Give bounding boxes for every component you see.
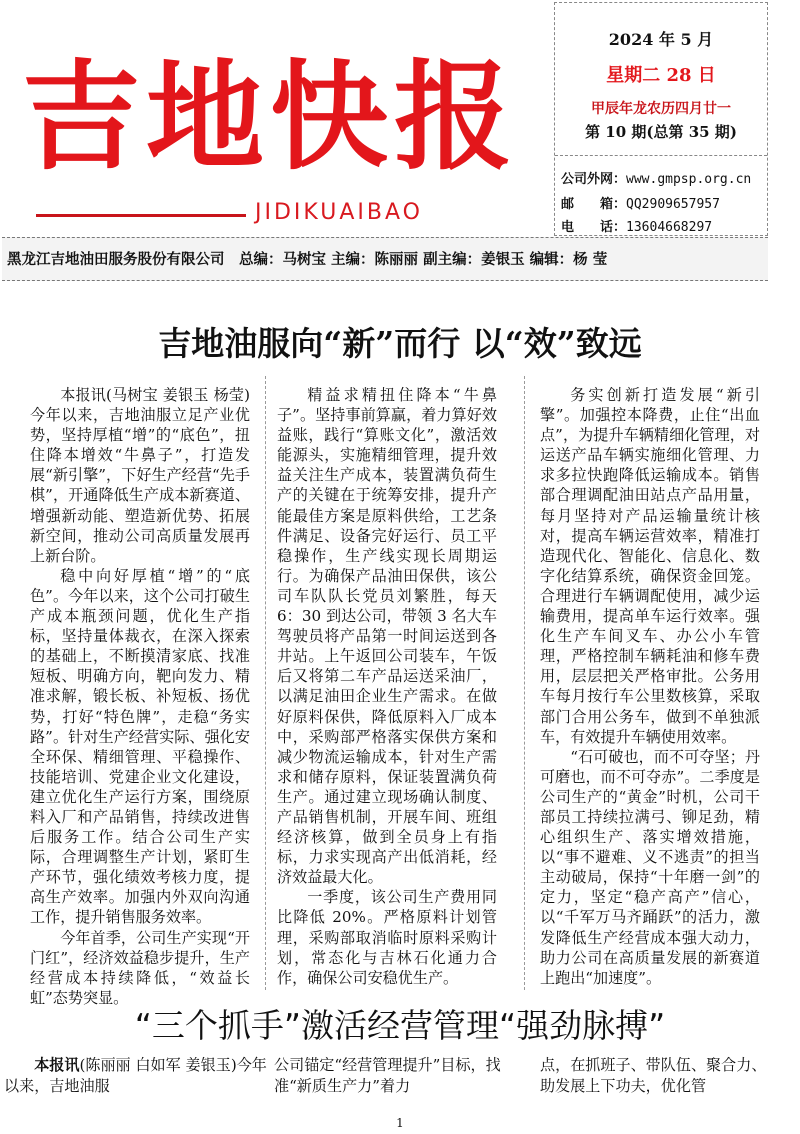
article-paragraph: 今年首季，公司生产实现“开门红”，经济效益稳步提升，生产经营成本持续降低，“效益长虹”态势突显。 <box>30 928 250 1007</box>
email-label: 邮 箱： <box>561 197 627 212</box>
phone-label: 电 话： <box>561 220 627 235</box>
phone-value: 13604668297 <box>626 220 713 235</box>
article2-column-1 <box>4 1055 269 1097</box>
website-value[interactable]: www.gmpsp.org.cn <box>626 172 752 187</box>
website-label: 公司外网： <box>561 172 627 187</box>
article-paragraph: 务实创新打造发展“新引擎”。加强控本降费，止住“出血点”，为提升车辆精细化管理，对运送产品车辆实施细化管理、力求多拉快跑降低运输成本。销售部合理调配油田站点产品用量，每月坚持对产品运输量统计核对，提高车辆运营效率，精准打造现代化、智能化、信息化、数字化结算系统，确保资金回笼。合理进行车辆调配使用，减少运输费用，提高单车运行效率。强化生产车间叉车、办公小车管理，严格控制车辆耗油和修车费用，层层把关严格审批。公务用车每月按行车公里数核算，采取部门合用公务车，做到不单独派车，有效提升车辆使用效率。 <box>540 386 760 746</box>
article2-headline: “三个抓手”激活经营管理“强劲脉搏” <box>134 1006 666 1045</box>
article-paragraph: 公司锚定“经营管理提升”目标，找准“新质生产力”着力 <box>274 1056 501 1095</box>
issue-info-box <box>554 2 768 236</box>
column-divider <box>524 376 525 990</box>
article1-column-2 <box>277 385 497 988</box>
article2-column-3 <box>540 1055 775 1097</box>
article-paragraph: 精益求精扭住降本“牛鼻子”。坚持事前算赢，着力算好效益账，践行“算账文化”，激活效能源头，实施精细管理，提升效益关注生产成本，装置满负荷生产的关键在于统筹安排，提升产能最佳方案是原料供给，工艺条件满足、设备完好运行、员工平稳操作，生产线实现长周期运行。为确保产品油田保供，该公司车队队长党员刘繁胜，每天 6：30 到达公司，带领 3 名大车驾驶员将产品第一时间运送到各井站。上午返回公司装车，午饭后又将第二车产品运送采油厂，以满足油田企业生产需求。在做好原料保供，降低原料入厂成本中，采购部严格落实保供方案和减少物流运输成本，针对生产需求和储存原料，保证装置满负荷生产。通过建立现场确认制度、产品销售机制，开展车间、班组经济核算，做到全员身上有指标，力求实现高产出低消耗，经济效益最大化。 <box>277 386 497 887</box>
article2-column-2 <box>274 1055 509 1097</box>
article-paragraph: “石可破也，而不可夺坚；丹可磨也，而不可夺赤”。二季度是公司生产的“黄金”时机，公司干部员工持续拉满弓、铆足劲，精心组织生产、落实增效措施，以“事不避难、义不逃责”的担当主动破局，保持“十年磨一剑”的定力，坚定“稳产高产”信心，以“千军万马齐踊跃”的活力，激发降低生产经营成本强大动力，助力公司在高质量发展的新赛道上跑出“加速度”。 <box>540 747 760 987</box>
publisher-credits: 黑龙江吉地油田服务股份有限公司 总编：马树宝 主编：陈丽丽 副主编：姜银玉 编辑：杨 莹 <box>7 251 608 268</box>
article1-column-1 <box>30 385 250 1008</box>
contact-email <box>561 193 720 212</box>
article-paragraph: 一季度，该公司生产费用同比降低 20%。严格原料计划管理，采购部取消临时原料采购计划，常态化与吉林石化通力合作，确保公司安稳优生产。 <box>277 888 497 987</box>
article1-column-3 <box>540 385 760 988</box>
article-paragraph: (陈丽丽 白如军 姜银玉)今年以来，吉地油服 <box>4 1056 267 1095</box>
article1-headline: 吉地油服向“新”而行 以“效”致远 <box>158 324 642 363</box>
masthead-pinyin: JIDIKUAIBAO <box>255 200 423 225</box>
page-number: 1 <box>396 1116 404 1130</box>
issue-number: 第 10 期(总第 35 期) <box>585 123 737 141</box>
contact-website <box>561 168 751 187</box>
info-divider <box>555 155 767 156</box>
article-paragraph: 本报讯(马树宝 姜银玉 杨莹)今年以来，吉地油服立足产业优势，坚持厚植“增”的“底色”，扭住降本增效“牛鼻子”，打造发展“新引擎”，下好生产经营“先手棋”，开通降低生产成本新赛道、增强新动能、塑造新优势、拓展新空间，推动公司高质量发展再上新台阶。 <box>30 386 250 565</box>
contact-phone <box>561 216 712 235</box>
article-paragraph: 稳中向好厚植“增”的“底色”。今年以来，这个公司打破生产成本瓶颈问题，优化生产指标，坚持量体裁衣，在深入探索的基础上，不断摸清家底、找准短板、明确方向，靶向发力、精准求解，锻长板、补短板、扬优势，打好“特色牌”，走稳“务实路”。针对生产经营实际、强化安全环保、精细管理、平稳操作、技能培训、党建企业文化建设，建立优化生产运行方案，围绕原料入厂和产品销售，持续改进售后服务工作。结合公司生产实际，合理调整生产计划，紧盯生产环节，强化绩效考核力度，提高生产效率。加强内外双向沟通工作，提升销售服务效率。 <box>30 566 250 927</box>
article2-lead: 本报讯 <box>34 1056 80 1074</box>
column-divider <box>265 376 266 990</box>
issue-lunar-date: 甲辰年龙农历四月廿一 <box>591 101 731 117</box>
email-value: QQ2909657957 <box>626 197 720 212</box>
publisher-band <box>2 237 768 281</box>
masthead-title: 吉地快报 <box>22 48 519 186</box>
issue-weekday-day: 星期二 28 日 <box>606 65 716 86</box>
article-paragraph: 点，在抓班子、带队伍、聚合力、助发展上下功夫，优化管 <box>540 1056 767 1095</box>
issue-year-month: 2024 年 5 月 <box>608 30 714 49</box>
masthead-rule <box>36 214 246 217</box>
